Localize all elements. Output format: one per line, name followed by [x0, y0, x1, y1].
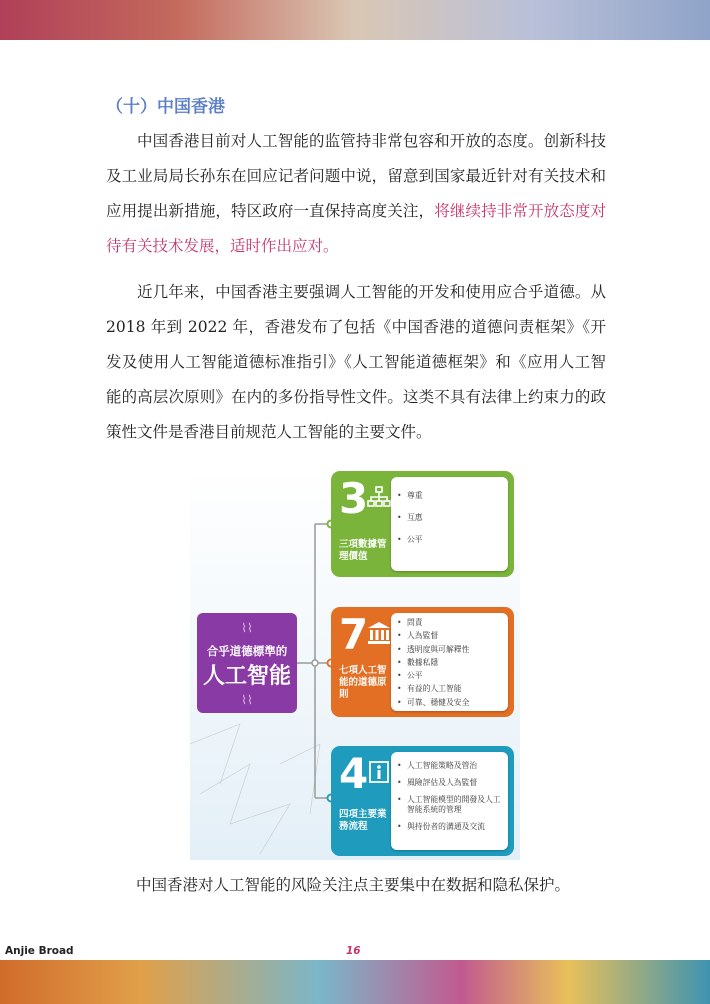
list-item: • 互惠: [397, 513, 502, 523]
paragraph-1-text: 中国香港目前对人工智能的监管持非常包容和开放的态度。创新科技及工业局局长孙东在回应记者问题中说，留意到国家最近针对有关技术和应用提出新措施，特区政府一直保持高度关注，: [106, 132, 606, 220]
page-number: 16: [346, 945, 361, 957]
center-title: 人工智能: [202, 664, 291, 689]
list-item: • 人工智能策略及管治: [397, 761, 502, 771]
circuit-top-icon: ⌇⌇: [241, 621, 253, 635]
ai-ethics-infographic: [190, 464, 520, 860]
list-item: • 公平: [397, 535, 502, 545]
card-label: 七項人工智能的道德原則: [339, 665, 387, 700]
info-icon: [367, 760, 391, 784]
center-box: [197, 613, 297, 713]
card-number: 3: [339, 474, 369, 523]
list-item: • 問責: [397, 618, 502, 628]
list-item: • 數據私隱: [397, 658, 502, 668]
section-heading: （十）中国香港: [106, 97, 225, 117]
card-business-processes: [331, 746, 514, 856]
card-number: 7: [339, 610, 369, 659]
list-item: • 人工智能模型的開發及人工智能系統的管理: [397, 795, 502, 815]
center-subtitle: 合乎道德標準的: [206, 644, 288, 658]
org-chart-icon: [367, 485, 391, 509]
list-item: • 人為監督: [397, 631, 502, 641]
card-panel: [391, 613, 508, 711]
list-item: • 風險評估及人為監督: [397, 778, 502, 788]
circuit-bottom-icon: ⌇⌇: [241, 693, 253, 707]
list-item: • 有益的人工智能: [397, 684, 502, 694]
card-ethical-principles: [331, 607, 514, 717]
card-panel: [391, 477, 508, 571]
paragraph-3: 中国香港对人工智能的风险关注点主要集中在数据和隐私保护。: [136, 876, 571, 894]
list-item: • 公平: [397, 671, 502, 681]
list-item: • 尊重: [397, 491, 502, 501]
institution-icon: [367, 621, 391, 645]
card-panel: [391, 752, 508, 850]
card-label: 四項主要業務流程: [339, 809, 387, 832]
footer-brand: Anjie Broad: [5, 945, 74, 957]
paragraph-1: [106, 124, 606, 264]
list-item: • 透明度與可解釋性: [397, 645, 502, 655]
card-label: 三項數據管理價值: [339, 539, 387, 562]
list-item: • 可靠、穩健及安全: [397, 698, 502, 708]
card-number: 4: [339, 749, 369, 798]
card-data-values: [331, 471, 514, 577]
paragraph-2: 近几年来，中国香港主要强调人工智能的开发和使用应合乎道德。从 2018 年到 2022 年，香港发布了包括《中国香港的道德问责框架》《开发及使用人工智能道德标准指引》《人工智能道德框架》和《应用人工智能的高层次原则》在内的多份指导性文件。这类不具有法律上约束力的政策性文件是香港目前规范人工智能的主要文件。: [106, 283, 606, 441]
top-decorative-band: [0, 0, 710, 40]
paragraph-1-highlight: 将继续持非常开放态度对待有关技术发展，适时作出应对。: [106, 202, 606, 255]
bottom-decorative-band: [0, 960, 710, 1004]
list-item: • 與持份者的溝通及交流: [397, 822, 502, 832]
